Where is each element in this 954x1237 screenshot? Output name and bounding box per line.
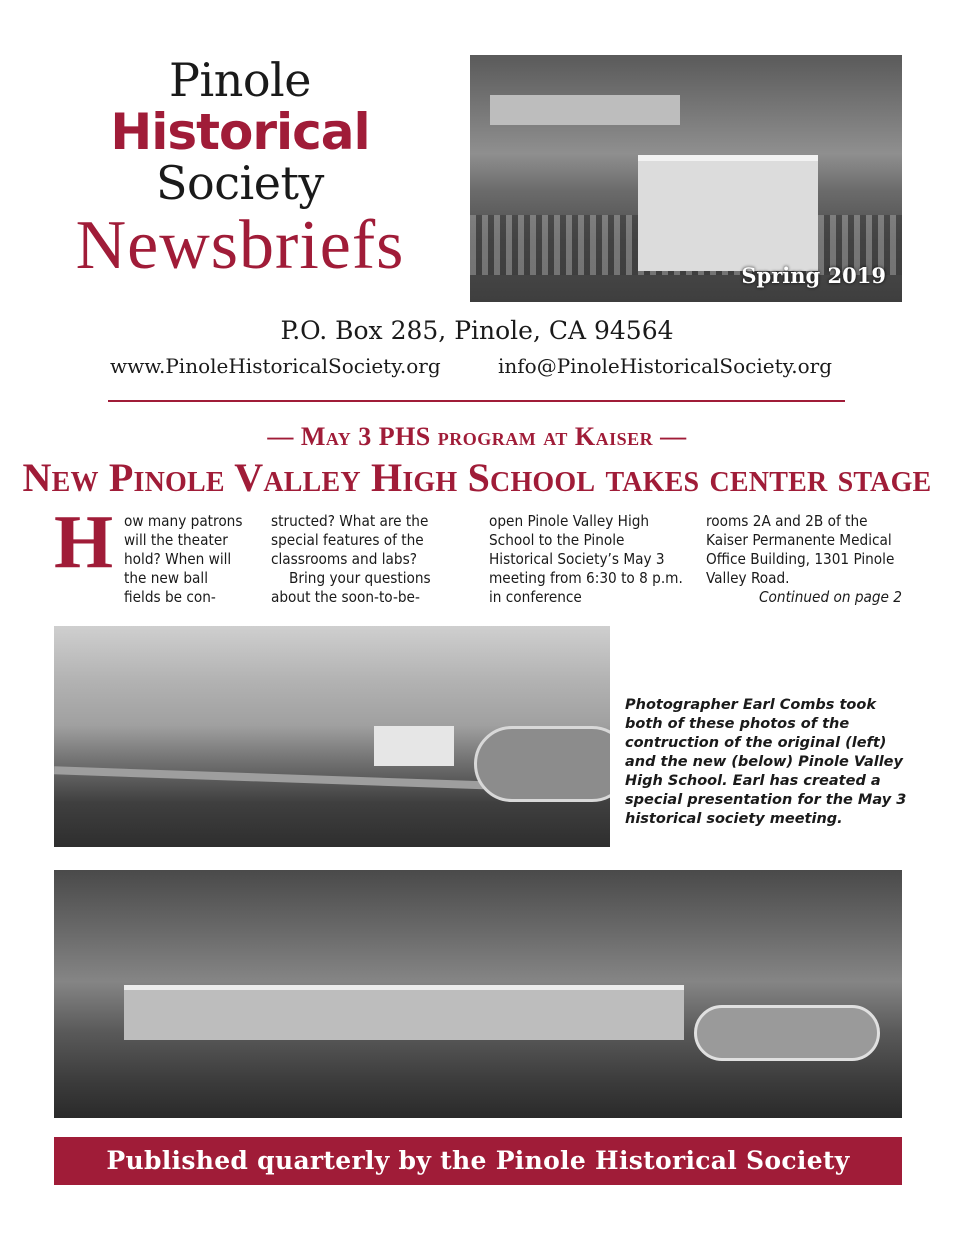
email-link[interactable]: info@PinoleHistoricalSociety.org [498, 354, 833, 378]
masthead-society: Society [156, 156, 324, 210]
photo-original-building [374, 726, 454, 766]
article-column-1 [54, 500, 246, 607]
drop-cap: H [54, 500, 114, 584]
column-1-text: ow many patrons will the theater hold? When will the new ball fields be con- [124, 512, 243, 606]
masthead [60, 55, 420, 285]
masthead-pinole: Pinole [169, 53, 311, 107]
masthead-historical: Historical [110, 103, 370, 161]
issue-season: Spring 2019 [741, 263, 886, 288]
newsletter-title: Newsbriefs [75, 207, 405, 284]
photo-football-field [694, 1005, 880, 1061]
column-3-text: open Pinole Valley High School to the Pinole Historical Society’s May 3 meeting from 6:30 to 8 p.m. in conference [489, 512, 683, 606]
photo-theater-building [638, 155, 818, 271]
article-column-3 [489, 512, 685, 607]
column-4-text: rooms 2A and 2B of the Kaiser Permanente Medical Office Building, 1301 Pinole Valley Road. [706, 512, 895, 587]
photo-new-school [124, 985, 684, 1040]
article-kicker: — May 3 PHS program at Kaiser — [267, 422, 687, 451]
column-2-text: structed? What are the special features of the classrooms and labs? [271, 512, 429, 568]
original-school-photo [54, 626, 610, 847]
header-divider [108, 400, 845, 402]
article-column-4 [706, 512, 902, 607]
continued-note: Continued on page 2 [759, 588, 902, 606]
photo-building-row [490, 95, 680, 125]
photo-track-field [474, 726, 610, 802]
new-school-photo [54, 870, 902, 1118]
mailing-address: P.O. Box 285, Pinole, CA 94564 [280, 316, 674, 345]
photo-caption: Photographer Earl Combs took both of these photos of the contruction of the original (left) and the new (below) Pinole Valley High School. Earl has created a special presentation for the May 3 historical society meeting. [625, 697, 907, 827]
website-link[interactable]: www.PinoleHistoricalSociety.org [110, 354, 441, 378]
article-column-2 [271, 512, 463, 607]
article-headline: New Pinole Valley High School takes center stage [22, 455, 932, 500]
column-2-text-b: Bring your questions about the soon-to-be- [271, 569, 431, 606]
footer-banner: Published quarterly by the Pinole Historical Society [54, 1137, 902, 1185]
construction-photo-top [470, 55, 902, 302]
